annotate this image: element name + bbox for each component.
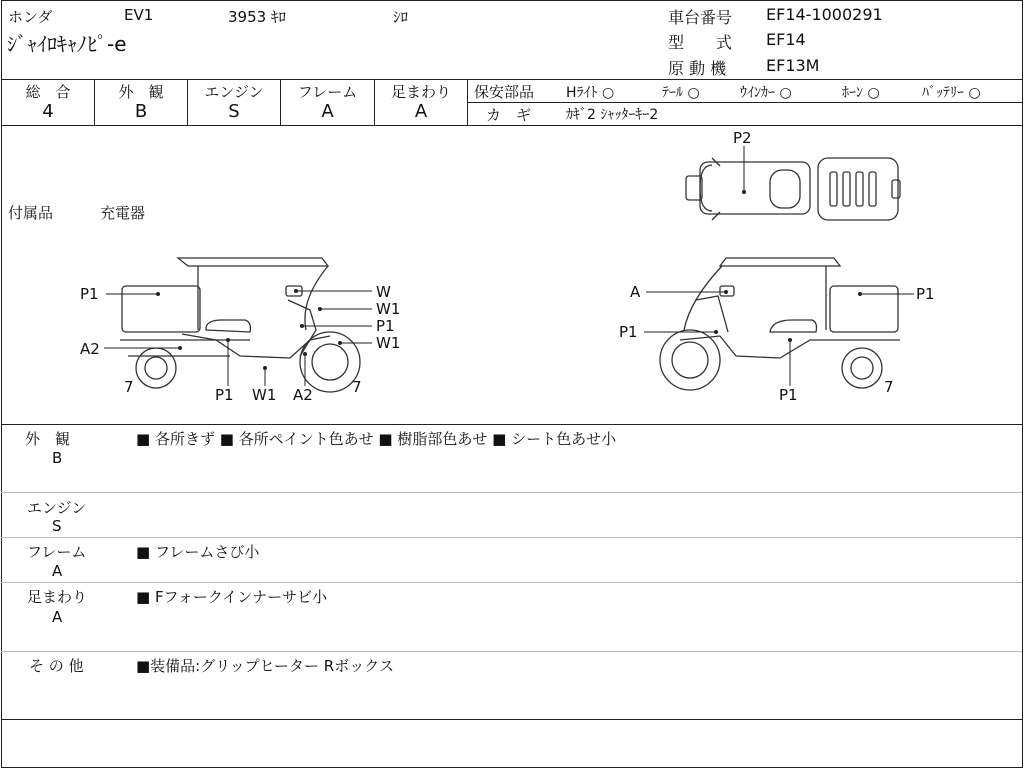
right-label-p1-box: P1 [916,285,935,303]
right-label-7: 7 [884,378,894,396]
headlight-status: ○ [601,85,615,101]
safety-item-taillight: ﾃｰﾙ ○ [662,85,700,101]
remark-label: フレーム [27,543,87,561]
top-view-drawing [686,158,900,220]
winker-status: ○ [779,85,792,101]
remark-label: 足まわり [27,588,88,606]
left-label-w1-floor: W1 [252,386,277,404]
safety-item-winker: ｳｲﾝｶｰ ○ [740,85,792,101]
left-label-p1-front: P1 [376,317,395,335]
remark-grade: A [52,608,63,626]
body-color: ｼﾛ [393,8,409,26]
remark-text: ■ フレームさび小 [136,543,260,561]
left-label-a2-rear: A2 [80,340,100,358]
engine-grade: S [228,101,240,122]
right-side-view-drawing [660,258,900,390]
left-label-p1-box: P1 [80,285,99,303]
remark-label: エンジン [27,499,87,517]
right-label-p1-floor: P1 [779,386,798,404]
left-label-7-front: 7 [352,378,362,396]
key-label: カ ギ [486,106,532,124]
left-label-w1-a: W1 [376,300,401,318]
remark-label: そ の 他 [29,657,84,675]
suspension-grade: A [414,101,428,122]
safety-item-battery: ﾊﾞｯﾃﾘｰ ○ [922,85,981,101]
exterior-label: 外 観 [118,83,164,101]
model-name: ｼﾞｬｲﾛｷｬﾉﾋﾟ-e [7,32,127,56]
frame-label: フレーム [297,83,358,101]
taillight-status: ○ [687,85,700,101]
type-label: 型 式 [668,33,733,52]
accessories-label: 付属品 [8,204,54,222]
safety-label: 保安部品 [474,83,535,101]
left-side-view-drawing [120,258,360,392]
exterior-grade: B [134,101,148,122]
maker-name: ホンダ [8,8,53,26]
engine-model: EF13M [766,56,820,75]
engine-model-label: 原 動 機 [668,59,727,78]
engine-label: エンジン [204,83,264,101]
remark-grade: A [52,562,63,580]
left-label-w1-b: W1 [376,334,401,352]
remark-grade: B [52,449,63,467]
right-label-p1-front: P1 [619,323,638,341]
left-label-a2-front: A2 [293,386,313,404]
suspension-label: 足まわり [390,83,451,101]
model-code: EV1 [124,6,154,24]
overall-label: 総 合 [25,83,71,101]
left-label-w: W [376,283,391,301]
battery-status: ○ [968,85,981,101]
top-label-p2: P2 [733,129,752,147]
horn-status: ○ [867,85,880,101]
remark-grade: S [52,517,62,535]
vehicle-damage-diagram [0,126,1024,424]
remark-label: 外 観 [25,430,71,448]
remark-text: ■ 各所きず ■ 各所ペイント色あせ ■ 樹脂部色あせ ■ シート色あせ小 [136,430,617,448]
mileage: 3953 ｷﾛ [228,8,286,26]
left-label-7-rear: 7 [124,378,134,396]
frame-no: EF14-1000291 [766,5,883,24]
key-value: ｶｷﾞ2 ｼｬｯﾀｰｷｰ2 [566,107,659,123]
left-label-p1-floor: P1 [215,386,234,404]
right-label-a: A [630,283,641,301]
remark-text: ■装備品:グリップヒーター Rボックス [136,657,395,675]
remark-text: ■ Fフォークインナーサビ小 [136,588,328,606]
safety-item-headlight: Hﾗｲﾄ ○ [566,85,615,101]
overall-grade: 4 [42,101,54,122]
type-value: EF14 [766,30,806,49]
accessories-value: 充電器 [100,204,146,222]
frame-grade: A [321,101,334,122]
frame-no-label: 車台番号 [668,8,733,27]
safety-item-horn: ﾎｰﾝ ○ [842,85,880,101]
